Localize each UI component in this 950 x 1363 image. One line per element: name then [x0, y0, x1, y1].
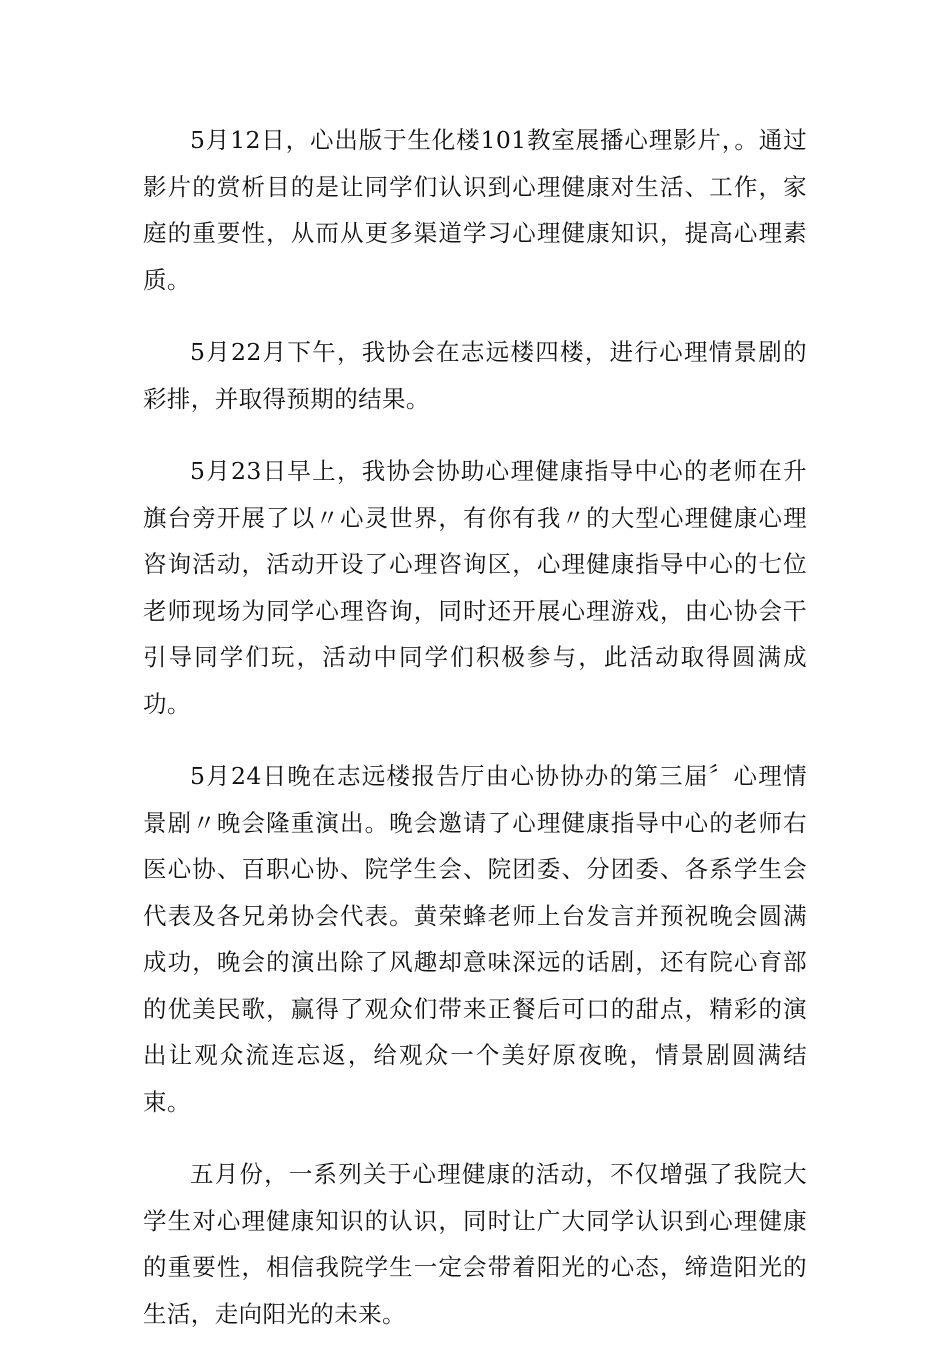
paragraph-may-24: 5月24日晚在志远楼报告厅由心协协办的第三届〞心理情景剧〃晚会隆重演出。晚会邀请了心理健康指导中心的老师右医心协、百职心协、院学生会、院团委、分团委、各系学生会代表及各兄弟协会代表。黄荣蜂老师上台发言并预祝晚会圆满成功，晚会的演出除了风趣却意味深远的话剧，还有院心育部的优美民歌，赢得了观众们带来正餐后可口的甜点，精彩的演出让观众流连忘返，给观众一个美好原夜晚，情景剧圆满结束。 [143, 762, 807, 1116]
paragraph-may-23: 5月23日早上，我协会协助心理健康指导中心的老师在升旗台旁开展了以〃心灵世界，有你有我〃的大型心理健康心理咨询活动，活动开设了心理咨询区，心理健康指导中心的七位老师现场为同学心理咨询，同时还开展心理游戏，由心协会干引导同学们玩，活动中同学们积极参与，此活动取得圆满成功。 [143, 457, 807, 718]
paragraph-may-22: 5月22月下午，我协会在志远楼四楼，进行心理情景剧的彩排，并取得预期的结果。 [143, 338, 807, 413]
paragraph-summary: 五月份，一系列关于心理健康的活动，不仅增强了我院大学生对心理健康知识的认识，同时让广大同学认识到心理健康的重要性，相信我院学生一定会带着阳光的心态，缔造阳光的生活，走向阳光的未来。 [143, 1160, 807, 1328]
paragraph-may-12: 5月12日，心出版于生化楼101教室展播心理影片，。通过影片的赏析目的是让同学们认识到心理健康对生活、工作，家庭的重要性，从而从更多渠道学习心理健康知识，提高心理素质。 [143, 126, 807, 294]
document-body [143, 117, 807, 1363]
